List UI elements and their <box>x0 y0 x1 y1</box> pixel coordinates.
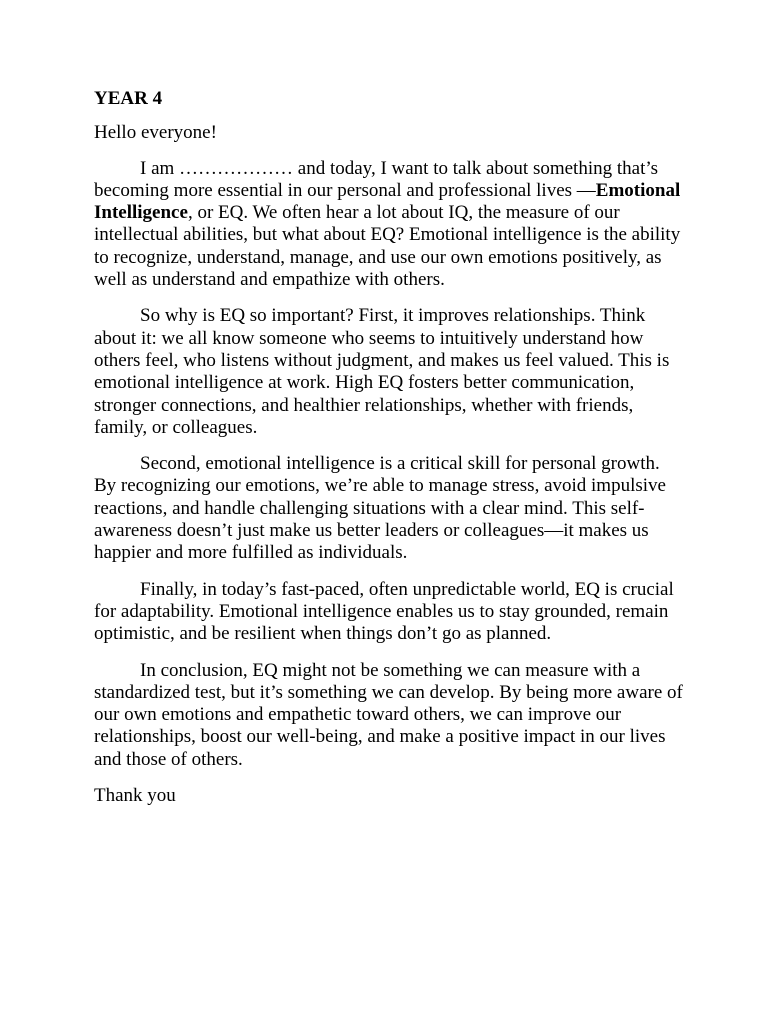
paragraph-adaptability: Finally, in today’s fast-paced, often unpredictable world, EQ is crucial for adaptability. Emotional intelligence enables us to stay grounded, remain optimistic, and be resilient when things don’t go as planned. <box>94 578 674 645</box>
closing-line: Thank you <box>94 785 176 807</box>
paragraph-introduction <box>94 158 684 292</box>
document-body <box>94 88 684 807</box>
intro-text-after: , or EQ. We often hear a lot about IQ, the measure of our intellectual abilities, but what about EQ? Emotional intelligence is the ability to recognize, understand, manage, and use our own emotions positively, as well as understand and empathize with others. <box>94 202 681 291</box>
paragraph-personal-growth: Second, emotional intelligence is a critical skill for personal growth. By recognizing our emotions, we’re able to manage stress, avoid impulsive reactions, and handle challenging situations with a clear mind. This self-awareness doesn’t just make us better leaders or colleagues—it makes us happier and more fulfilled as individuals. <box>94 453 666 564</box>
emphasis-term: Emotional Intelligence <box>94 179 681 224</box>
greeting-line: Hello everyone! <box>94 122 217 144</box>
paragraph-relationships: So why is EQ so important? First, it improves relationships. Think about it: we all know someone who seems to intuitively understand how others feel, who listens without judgment, and makes us feel valued. This is emotional intelligence at work. High EQ fosters better communication, stronger connections, and healthier relationships, whether with friends, family, or colleagues. <box>94 305 670 438</box>
paragraph-conclusion: In conclusion, EQ might not be something we can measure with a standardized test, but it’s something we can develop. By being more aware of our own emotions and empathetic toward others, we can improve our relationships, boost our well-being, and make a positive impact in our lives and those of others. <box>94 659 683 770</box>
document-heading: YEAR 4 <box>94 88 163 109</box>
intro-text-before: I am ……………… and today, I want to talk about something that’s becoming more essential in our personal and professional lives — <box>94 157 659 201</box>
